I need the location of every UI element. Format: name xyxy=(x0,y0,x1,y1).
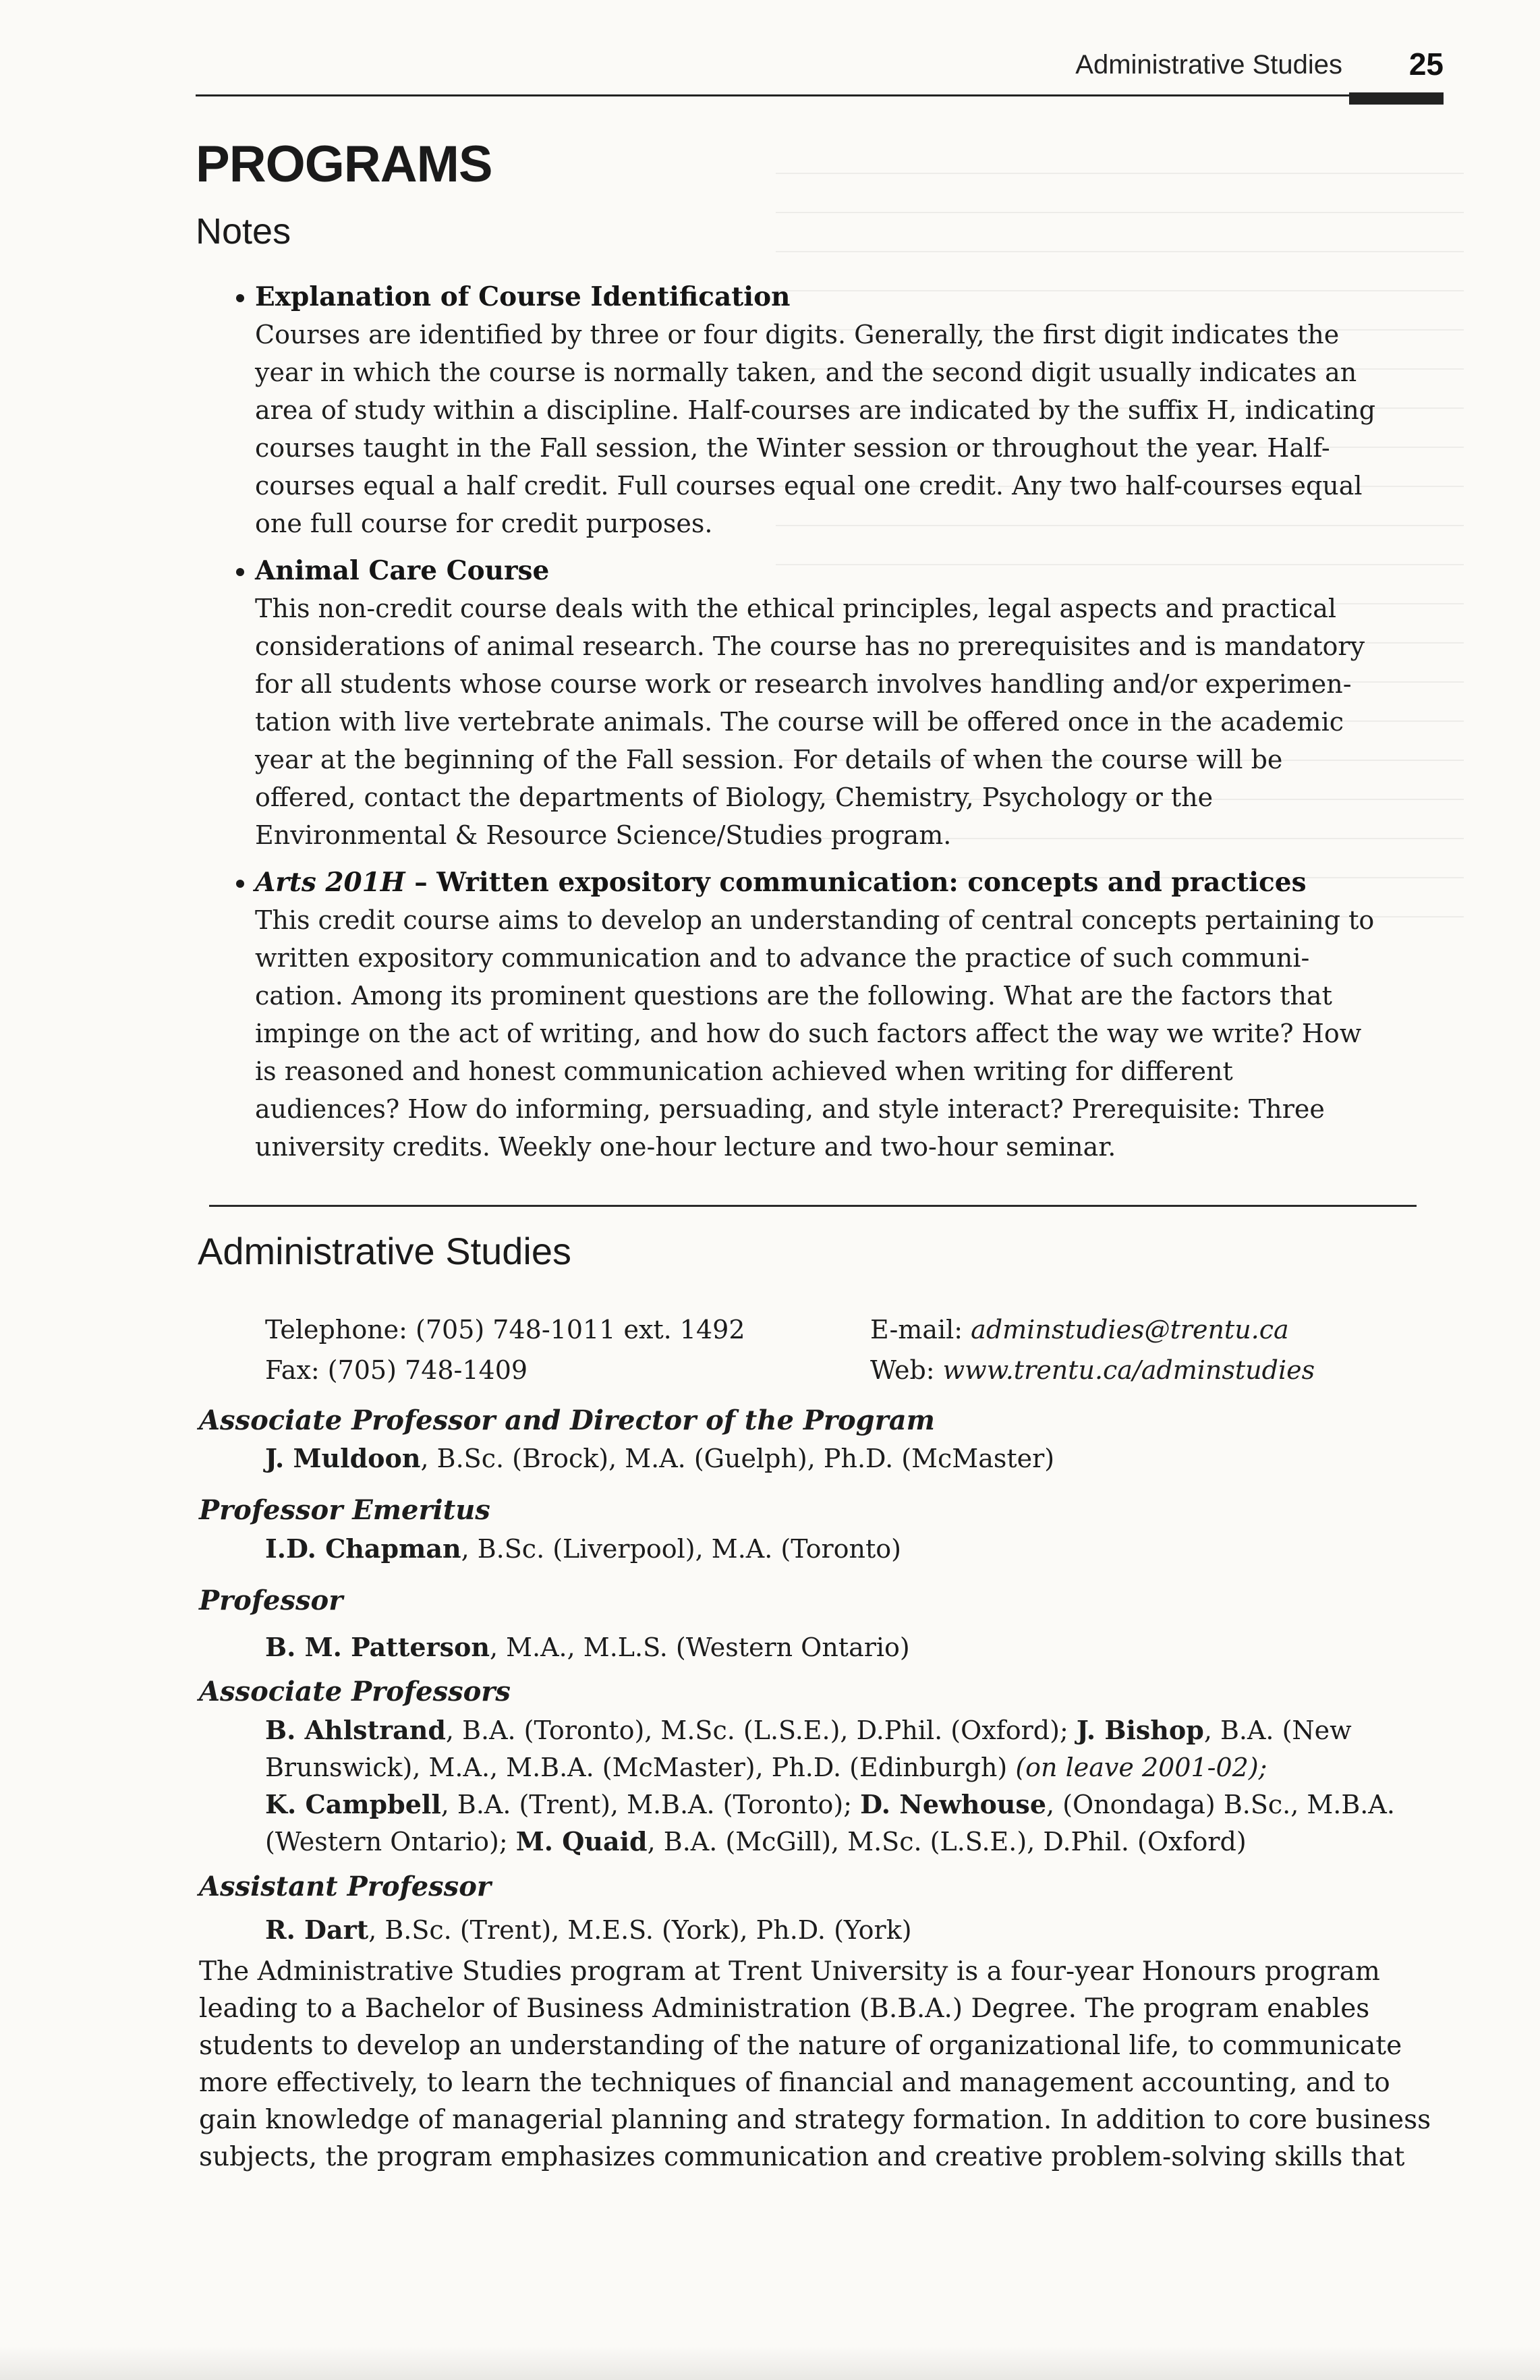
header-rule-accent xyxy=(1349,92,1444,105)
faculty-credentials: (Western Ontario); xyxy=(265,1827,516,1857)
faculty-credentials: , B.Sc. (Liverpool), M.A. (Toronto) xyxy=(461,1534,901,1564)
faculty-credentials: , B.A. (McGill), M.Sc. (L.S.E.), D.Phil. (Oxford) xyxy=(647,1827,1247,1857)
note-course-identification xyxy=(255,278,1442,542)
note-title xyxy=(255,863,1442,901)
header-rule xyxy=(196,94,1444,96)
note-line: year at the beginning of the Fall session. For details of when the course will be xyxy=(255,745,1283,774)
faculty-name: B. M. Patterson xyxy=(265,1632,490,1662)
note-line: cation. Among its prominent questions are the following. What are the factors that xyxy=(255,981,1332,1011)
telephone: Telephone: (705) 748-1011 ext. 1492 xyxy=(265,1315,745,1344)
associates-line-1 xyxy=(265,1711,1352,1749)
description-line: leading to a Bachelor of Business Administration (B.B.A.) Degree. The program enables xyxy=(199,1993,1370,2024)
admin-studies-heading: Administrative Studies xyxy=(198,1230,572,1272)
note-title: Animal Care Course xyxy=(255,555,550,586)
associates-heading: Associate Professors xyxy=(199,1676,511,1707)
bullet-icon xyxy=(236,880,244,888)
website xyxy=(870,1353,1315,1387)
faculty-credentials: , B.Sc. (Brock), M.A. (Guelph), Ph.D. (McMaster) xyxy=(420,1444,1055,1473)
faculty-name: K. Campbell xyxy=(265,1789,441,1819)
course-code: Arts 201H xyxy=(255,867,405,898)
page-bottom-edge xyxy=(0,2346,1540,2380)
faculty-name: J. Muldoon xyxy=(265,1443,421,1473)
faculty-name: I.D. Chapman xyxy=(265,1533,461,1564)
description-line: The Administrative Studies program at Trent University is a four-year Honours program xyxy=(199,1956,1380,1987)
bullet-icon xyxy=(236,294,244,302)
note-line: is reasoned and honest communication achieved when writing for different xyxy=(255,1056,1233,1086)
professor-entry xyxy=(265,1628,910,1666)
programs-heading: PROGRAMS xyxy=(196,136,492,193)
assistant-heading: Assistant Professor xyxy=(199,1871,491,1902)
description-line: more effectively, to learn the techniques of financial and management accounting, and to xyxy=(199,2068,1390,2098)
faculty-credentials: , (Onondaga) B.Sc., M.B.A. xyxy=(1046,1790,1395,1819)
description-line: subjects, the program emphasizes communication and creative problem-solving skills that xyxy=(199,2142,1405,2172)
program-description xyxy=(199,1953,1454,2176)
email-address: adminstudies@trentu.ca xyxy=(971,1315,1289,1344)
note-title: Explanation of Course Identification xyxy=(255,281,791,312)
note-animal-care xyxy=(255,552,1442,854)
note-line: Environmental & Resource Science/Studies program. xyxy=(255,820,952,850)
running-header xyxy=(971,45,1444,92)
faculty-name: J. Bishop xyxy=(1076,1715,1204,1745)
note-line: considerations of animal research. The course has no prerequisites and is mandatory xyxy=(255,631,1365,661)
assistant-entry xyxy=(265,1911,912,1949)
web-label: Web: xyxy=(870,1355,943,1385)
professor-heading: Professor xyxy=(199,1585,343,1616)
note-line: tation with live vertebrate animals. The course will be offered once in the academic xyxy=(255,707,1344,737)
director-entry xyxy=(265,1440,1054,1477)
web-address: www.trentu.ca/adminstudies xyxy=(942,1355,1315,1385)
faculty-credentials: , B.A. (New xyxy=(1203,1716,1352,1745)
faculty-credentials: , B.A. (Trent), M.B.A. (Toronto); xyxy=(440,1790,861,1819)
faculty-credentials: , B.A. (Toronto), M.Sc. (L.S.E.), D.Phil. (Oxford); xyxy=(445,1716,1077,1745)
email xyxy=(870,1313,1289,1347)
fax: Fax: (705) 748-1409 xyxy=(265,1355,528,1385)
faculty-credentials: , B.Sc. (Trent), M.E.S. (York), Ph.D. (York) xyxy=(368,1915,912,1945)
associates-line-3 xyxy=(265,1786,1395,1823)
note-line: offered, contact the departments of Biology, Chemistry, Psychology or the xyxy=(255,783,1214,812)
running-title: Administrative Studies xyxy=(1075,50,1342,80)
note-line: This credit course aims to develop an understanding of central concepts pertaining to xyxy=(255,905,1375,935)
faculty-credentials: Brunswick), M.A., M.B.A. (McMaster), Ph.D. (Edinburgh) xyxy=(265,1753,1016,1782)
email-label: E-mail: xyxy=(870,1315,971,1344)
faculty-name: R. Dart xyxy=(265,1915,369,1945)
associates-line-4 xyxy=(265,1823,1247,1861)
note-line: courses taught in the Fall session, the Winter session or throughout the year. Half- xyxy=(255,433,1330,463)
leave-note: (on leave 2001-02); xyxy=(1015,1753,1267,1782)
note-line: university credits. Weekly one-hour lecture and two-hour seminar. xyxy=(255,1132,1116,1162)
note-line: audiences? How do informing, persuading, and style interact? Prerequisite: Three xyxy=(255,1094,1325,1124)
director-heading: Associate Professor and Director of the Program xyxy=(199,1405,935,1436)
note-line: Courses are identified by three or four digits. Generally, the first digit indicates the xyxy=(255,320,1340,349)
note-line: This non-credit course deals with the ethical principles, legal aspects and practical xyxy=(255,594,1337,623)
note-line: one full course for credit purposes. xyxy=(255,509,713,538)
note-line: courses equal a half credit. Full courses equal one credit. Any two half-courses equal xyxy=(255,471,1363,501)
page-number: 25 xyxy=(1408,47,1444,82)
faculty-name: D. Newhouse xyxy=(860,1789,1046,1819)
faculty-name: B. Ahlstrand xyxy=(265,1715,446,1745)
section-divider xyxy=(209,1205,1417,1207)
bullet-icon xyxy=(236,568,244,576)
note-line: for all students whose course work or research involves handling and/or experimen- xyxy=(255,669,1352,699)
faculty-credentials: , M.A., M.L.S. (Western Ontario) xyxy=(489,1633,910,1662)
emeritus-heading: Professor Emeritus xyxy=(199,1494,490,1526)
note-arts-201h xyxy=(255,863,1442,1166)
note-line: area of study within a discipline. Half-courses are indicated by the suffix H, indicating xyxy=(255,395,1376,425)
note-line: year in which the course is normally taken, and the second digit usually indicates an xyxy=(255,358,1357,387)
emeritus-entry xyxy=(265,1530,901,1568)
note-line: written expository communication and to advance the practice of such communi- xyxy=(255,943,1310,973)
faculty-name: M. Quaid xyxy=(515,1826,648,1857)
description-line: students to develop an understanding of the nature of organizational life, to communicate xyxy=(199,2031,1402,2061)
associates-line-2 xyxy=(265,1749,1267,1786)
notes-heading: Notes xyxy=(196,211,291,252)
description-line: gain knowledge of managerial planning and strategy formation. In addition to core business xyxy=(199,2105,1431,2135)
course-title: – Written expository communication: concepts and practices xyxy=(405,867,1307,898)
note-line: impinge on the act of writing, and how do such factors affect the way we write? How xyxy=(255,1019,1362,1048)
